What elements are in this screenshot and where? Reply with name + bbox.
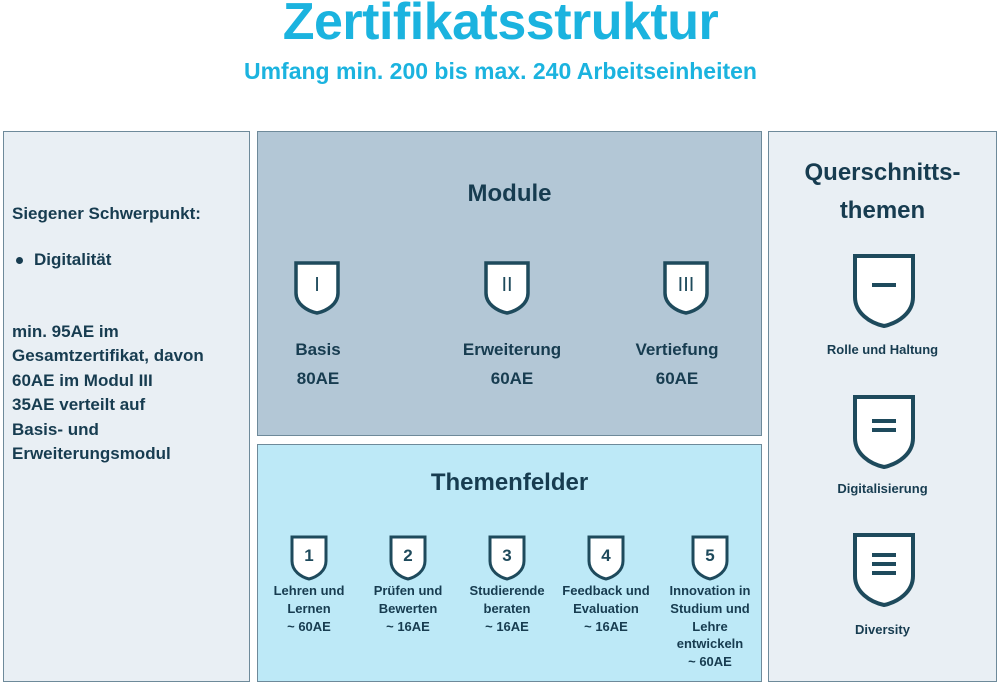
one-bar-shield-icon	[852, 253, 916, 329]
module-shield-numeral: III	[677, 274, 695, 296]
module-name: Vertiefung	[635, 340, 719, 359]
themenfeld-shield-icon	[290, 535, 328, 581]
schwerpunkt-requirement: min. 95AE im Gesamtzertifikat, davon 60AE im Modul III 35AE verteilt auf Basis- und Erweiterungsmodul	[12, 322, 204, 464]
module-erweiterung	[432, 335, 592, 393]
querschnitt-label: Rolle und Haltung	[826, 342, 939, 357]
module-name: Erweiterung	[462, 340, 562, 359]
querschnitt-label: Digitalisierung	[837, 481, 928, 496]
page-title: Zertifikatsstruktur	[282, 0, 719, 51]
schwerpunkt-panel	[3, 131, 250, 682]
themenfeld-label: Prüfen und Bewerten ~ 16AE	[373, 583, 443, 634]
module-shield-icon	[663, 261, 709, 315]
themenfeld-number: 5	[705, 546, 715, 565]
themenfelder-heading: Themenfelder	[430, 469, 589, 496]
themenfeld-label: Lehren und Lernen ~ 60AE	[273, 583, 345, 634]
module-name: Basis	[295, 340, 341, 359]
themenfelder-panel	[257, 444, 762, 682]
module-shield-numeral: II	[501, 274, 513, 296]
page-subtitle: Umfang min. 200 bis max. 240 Arbeitseinheiten	[244, 58, 757, 84]
themenfeld-shield-icon	[587, 535, 625, 581]
querschnitt-label: Diversity	[855, 622, 910, 637]
modules-panel	[257, 131, 762, 436]
querschnitt-heading: Querschnitts- themen	[804, 159, 961, 224]
themenfeld-number: 4	[601, 546, 611, 565]
bullet-dot-icon	[16, 257, 23, 264]
querschnitt-panel	[768, 131, 997, 682]
themenfeld-number: 1	[304, 546, 314, 565]
themenfeld-number: 3	[502, 546, 512, 565]
module-ae: 60AE	[655, 369, 699, 388]
schwerpunkt-bullet	[12, 250, 111, 270]
themenfeld-shield-icon	[691, 535, 729, 581]
themenfeld-label: Innovation in Studium und Lehre entwickeln ~ 60AE	[669, 583, 751, 670]
module-shield-icon	[294, 261, 340, 315]
two-bar-shield-icon	[852, 394, 916, 470]
themenfeld-shield-icon	[389, 535, 427, 581]
module-shield-icon	[484, 261, 530, 315]
module-shield-numeral: I	[314, 274, 320, 296]
themenfeld-number: 2	[403, 546, 413, 565]
modules-heading: Module	[467, 180, 552, 207]
three-bar-shield-icon	[852, 532, 916, 608]
schwerpunkt-heading: Siegener Schwerpunkt:	[12, 204, 201, 223]
schwerpunkt-bullet-text: Digitalität	[34, 250, 112, 269]
themenfeld-label: Studierende beraten ~ 16AE	[469, 583, 545, 634]
module-basis	[238, 335, 398, 393]
themenfeld-label: Feedback und Evaluation ~ 16AE	[562, 583, 650, 634]
module-ae: 60AE	[490, 369, 534, 388]
themenfeld-shield-icon	[488, 535, 526, 581]
module-ae: 80AE	[296, 369, 340, 388]
module-vertiefung	[597, 335, 757, 393]
